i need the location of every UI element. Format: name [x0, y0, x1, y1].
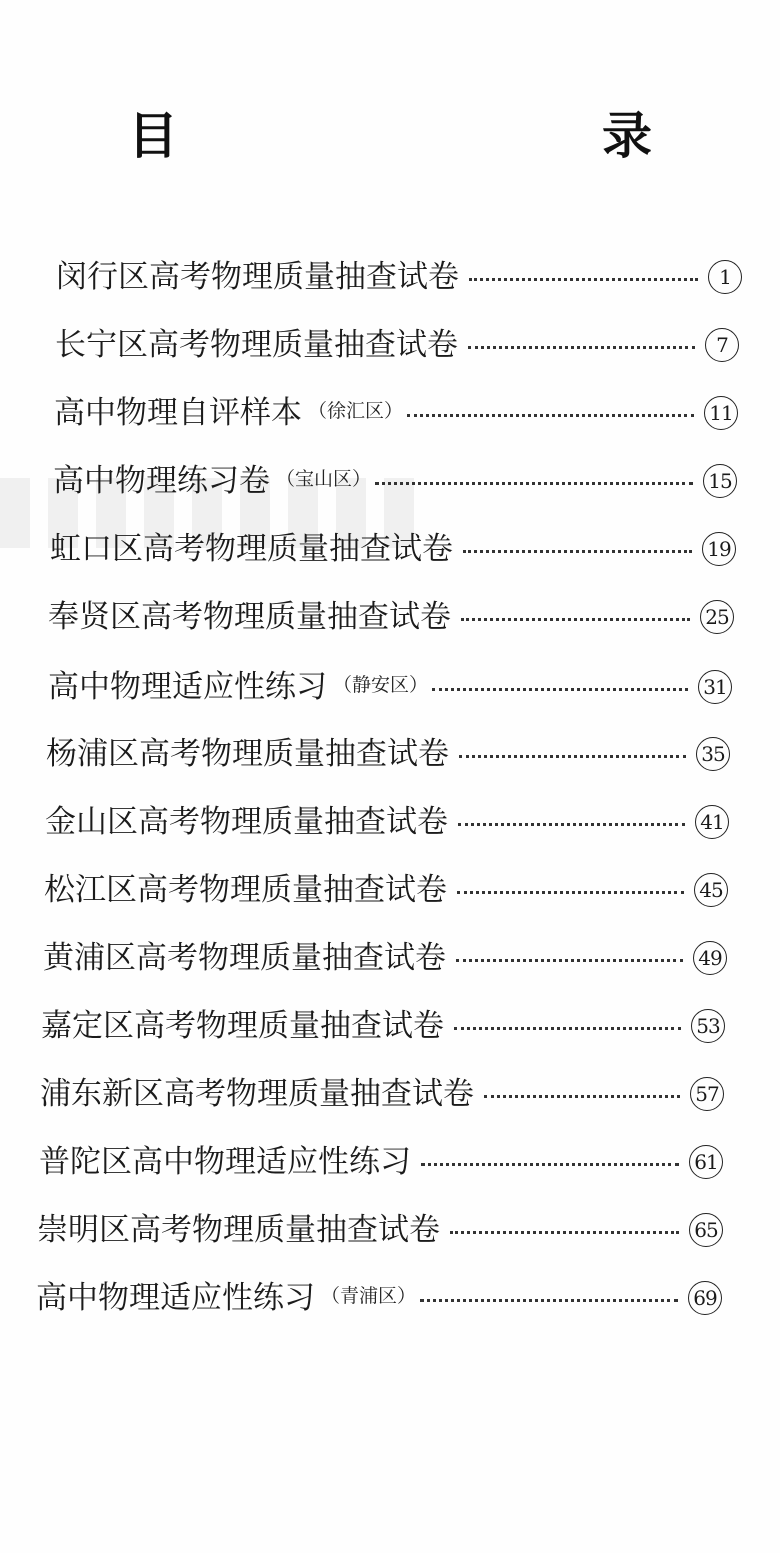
toc-entry[interactable] [48, 658, 732, 708]
toc-entry-title: 崇明区高考物理质量抽查试卷 [37, 1211, 440, 1248]
toc-entry-page-number: 65 [689, 1213, 723, 1247]
dot-leader [407, 414, 694, 417]
toc-entry[interactable] [54, 384, 738, 434]
toc-entry-page-number: 41 [695, 805, 729, 839]
toc-entry[interactable] [50, 520, 736, 570]
toc-entry-title: 黄浦区高考物理质量抽查试卷 [43, 939, 446, 976]
toc-entry-page-number: 61 [689, 1145, 723, 1179]
toc-entry-title: 松江区高考物理质量抽查试卷 [44, 871, 447, 908]
toc-entry[interactable] [45, 793, 729, 843]
dot-leader [458, 823, 685, 826]
dot-leader [461, 618, 690, 621]
dot-leader [468, 346, 695, 349]
toc-entry[interactable] [48, 588, 734, 638]
toc-entry-district: （青浦区） [321, 1284, 417, 1307]
dot-leader [456, 959, 683, 962]
dot-leader [457, 891, 684, 894]
toc-entry-title: 闵行区高考物理质量抽查试卷 [56, 258, 459, 295]
toc-entry-page-number: 11 [704, 396, 738, 430]
toc-entry-page-number: 45 [694, 873, 728, 907]
toc-entry-page-number: 49 [693, 941, 727, 975]
toc-entry-title: 杨浦区高考物理质量抽查试卷 [46, 735, 449, 772]
dot-leader [432, 688, 688, 691]
toc-entry-page-number: 57 [690, 1077, 724, 1111]
toc-entry-title: 嘉定区高考物理质量抽查试卷 [41, 1007, 444, 1044]
page-title: 目 录 [128, 107, 760, 165]
toc-entry[interactable] [41, 997, 725, 1047]
toc-entry-page-number: 69 [688, 1281, 722, 1315]
dot-leader [463, 550, 692, 553]
dot-leader [421, 1163, 679, 1166]
toc-entry[interactable] [53, 452, 737, 502]
toc-entry[interactable] [37, 1201, 723, 1251]
toc-entry[interactable] [36, 1269, 722, 1319]
toc-entry-title: 高中物理适应性练习 [36, 1279, 315, 1316]
toc-entry[interactable] [39, 1133, 723, 1183]
toc-entry-title: 高中物理练习卷 [53, 462, 270, 499]
toc-entry[interactable] [43, 929, 727, 979]
toc-entry-district: （徐汇区） [308, 399, 404, 422]
toc-entry-title: 金山区高考物理质量抽查试卷 [45, 803, 448, 840]
toc-entry-page-number: 25 [700, 600, 734, 634]
toc-entry[interactable] [44, 861, 728, 911]
toc-entry-title: 浦东新区高考物理质量抽查试卷 [40, 1075, 474, 1112]
toc-entry-page-number: 35 [696, 737, 730, 771]
toc-entry[interactable] [55, 316, 739, 366]
dot-leader [420, 1299, 678, 1302]
toc-entry-page-number: 7 [705, 328, 739, 362]
toc-entry-district: （宝山区） [276, 467, 372, 490]
toc-entry[interactable] [46, 725, 730, 775]
dot-leader [469, 278, 698, 281]
toc-entry-page-number: 53 [691, 1009, 725, 1043]
toc-entry-title: 普陀区高中物理适应性练习 [39, 1143, 411, 1180]
dot-leader [450, 1231, 679, 1234]
toc-entry-title: 奉贤区高考物理质量抽查试卷 [48, 598, 451, 635]
toc-entry-page-number: 1 [708, 260, 742, 294]
toc-entry-title: 高中物理适应性练习 [48, 668, 327, 705]
toc-entry-page-number: 31 [698, 670, 732, 704]
toc-entry-page-number: 19 [702, 532, 736, 566]
toc-entry-district: （静安区） [333, 673, 429, 696]
toc-entry-title: 虹口区高考物理质量抽查试卷 [50, 530, 453, 567]
toc-entry[interactable] [56, 248, 742, 298]
dot-leader [459, 755, 686, 758]
toc-entry-title: 长宁区高考物理质量抽查试卷 [55, 326, 458, 363]
dot-leader [454, 1027, 681, 1030]
toc-entry[interactable] [40, 1065, 724, 1115]
dot-leader [375, 482, 693, 485]
toc-entry-page-number: 15 [703, 464, 737, 498]
dot-leader [484, 1095, 680, 1098]
toc-entry-title: 高中物理自评样本 [54, 394, 302, 431]
